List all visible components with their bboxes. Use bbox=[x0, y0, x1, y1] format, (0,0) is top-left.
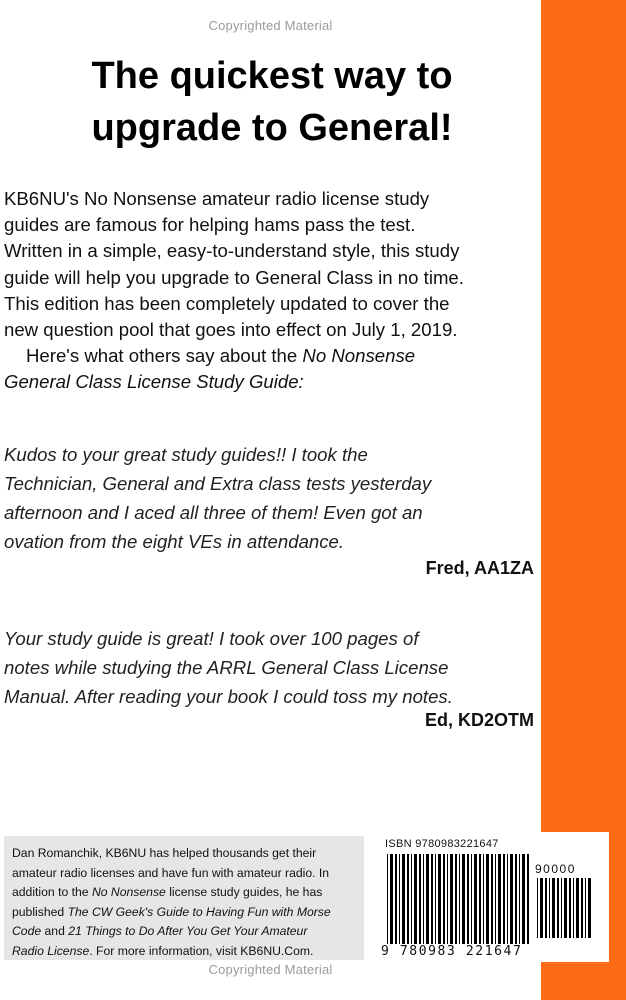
barcode-bar bbox=[423, 854, 424, 944]
bio-title: 21 Things to Do After You Get Your Amateur bbox=[68, 924, 308, 939]
testimonial-author: Fred, AA1ZA bbox=[425, 558, 534, 578]
bio-title: The CW Geek's Guide to Having Fun with Morse bbox=[67, 904, 331, 919]
others-book-title: No Nonsense bbox=[302, 345, 416, 367]
barcode-bar bbox=[581, 878, 583, 938]
author-bio-box bbox=[4, 836, 364, 960]
testimonial-line: ovation from the eight VEs in attendance. bbox=[4, 531, 345, 552]
barcode-bar bbox=[495, 854, 496, 944]
barcode-bar bbox=[537, 878, 538, 938]
barcode-bar bbox=[435, 854, 436, 944]
barcode-bar bbox=[459, 854, 460, 944]
barcode-bar bbox=[390, 854, 393, 944]
others-book-title-cont: General Class License Study Guide: bbox=[4, 371, 304, 393]
bio-text: license study guides, he has bbox=[165, 885, 323, 900]
barcode-bar bbox=[576, 878, 579, 938]
others-intro-text: Here's what others say about the bbox=[26, 345, 303, 367]
barcode-bar bbox=[569, 878, 571, 938]
barcode-bar bbox=[411, 854, 412, 944]
price-barcode-bars bbox=[537, 878, 599, 938]
barcode-bar bbox=[447, 854, 448, 944]
testimonial-line: notes while studying the ARRL General Class License bbox=[4, 657, 449, 678]
description-line: KB6NU's No Nonsense amateur radio license study bbox=[4, 188, 430, 209]
bio-line: amateur radio licenses and have fun with amateur radio. In bbox=[12, 865, 330, 880]
bio-text: addition to the bbox=[12, 885, 92, 900]
barcode-bar bbox=[527, 854, 529, 944]
barcode-bar bbox=[483, 854, 484, 944]
barcode-bar bbox=[503, 854, 505, 944]
barcode-bar bbox=[573, 878, 574, 938]
barcode-bar bbox=[414, 854, 417, 944]
testimonial-line: Kudos to your great study guides!! I took the bbox=[4, 444, 368, 465]
barcode-bar bbox=[552, 878, 555, 938]
bio-line bbox=[12, 922, 356, 942]
bio-title: Code bbox=[12, 924, 42, 939]
barcode-bar bbox=[522, 854, 525, 944]
description-line: new question pool that goes into effect on July 1, 2019. bbox=[4, 319, 458, 341]
bio-line bbox=[12, 883, 356, 903]
bio-title: No Nonsense bbox=[91, 885, 166, 900]
barcode-bar bbox=[498, 854, 501, 944]
headline bbox=[22, 50, 522, 154]
barcode-bar bbox=[545, 878, 547, 938]
barcode-bar bbox=[402, 854, 405, 944]
ean-digits: 9 780983 221647 bbox=[381, 944, 523, 959]
testimonial-line: Technician, General and Extra class tests yesterday bbox=[4, 473, 432, 494]
barcode-bar bbox=[561, 878, 562, 938]
bio-title: Radio License bbox=[12, 943, 90, 958]
barcode-bar bbox=[431, 854, 433, 944]
bio-line: Dan Romanchik, KB6NU has helped thousands get their bbox=[12, 846, 317, 860]
barcode-bar bbox=[510, 854, 513, 944]
testimonial-quote bbox=[4, 624, 538, 711]
barcode-bar bbox=[515, 854, 517, 944]
barcode-bar bbox=[407, 854, 409, 944]
price-code: 90000 bbox=[535, 862, 576, 876]
barcode-bar bbox=[585, 878, 586, 938]
barcode-bar bbox=[479, 854, 481, 944]
testimonial-line: Your study guide is great! I took over 100 pages of bbox=[4, 628, 419, 649]
barcode-bar bbox=[387, 854, 388, 944]
bio-text: and bbox=[41, 924, 69, 939]
barcode-bar bbox=[419, 854, 421, 944]
barcode-bar bbox=[519, 854, 520, 944]
ean-barcode-bars bbox=[387, 854, 537, 944]
testimonial-line: afternoon and I aced all three of them! Even got an bbox=[4, 502, 423, 523]
others-intro-line-2 bbox=[4, 369, 538, 395]
testimonial-author: Ed, KD2OTM bbox=[424, 710, 534, 730]
headline-line-1: The quickest way to bbox=[91, 55, 453, 97]
description-paragraph bbox=[4, 186, 538, 396]
barcode-bar bbox=[557, 878, 559, 938]
barcode-bar bbox=[564, 878, 567, 938]
barcode-bar bbox=[426, 854, 429, 944]
bio-line bbox=[12, 942, 356, 962]
barcode-bar bbox=[474, 854, 477, 944]
barcode-bar bbox=[399, 854, 400, 944]
barcode-bar bbox=[450, 854, 453, 944]
bio-line bbox=[12, 903, 356, 923]
barcode-bar bbox=[467, 854, 469, 944]
barcode-bar bbox=[471, 854, 472, 944]
isbn-label: ISBN 9780983221647 bbox=[385, 838, 499, 850]
barcode-bar bbox=[395, 854, 397, 944]
barcode-bar bbox=[588, 878, 591, 938]
headline-line-2: upgrade to General! bbox=[91, 107, 453, 149]
barcode-bar bbox=[455, 854, 457, 944]
copyright-watermark-top: Copyrighted Material bbox=[208, 18, 333, 33]
copyright-watermark-bottom: Copyrighted Material bbox=[208, 962, 333, 977]
testimonial-quote bbox=[4, 440, 538, 556]
description-line: Written in a simple, easy-to-understand style, this study bbox=[4, 240, 460, 262]
barcode-bar bbox=[540, 878, 543, 938]
barcode-bar bbox=[443, 854, 445, 944]
isbn-barcode-box bbox=[373, 832, 609, 962]
description-line: This edition has been completely updated to cover the bbox=[4, 292, 450, 314]
barcode-bar bbox=[438, 854, 441, 944]
description-line: guides are famous for helping hams pass the test. bbox=[4, 214, 416, 236]
testimonial-line: Manual. After reading your book I could toss my notes. bbox=[4, 686, 453, 707]
barcode-bar bbox=[507, 854, 508, 944]
barcode-bar bbox=[462, 854, 465, 944]
bio-text: . For more information, visit KB6NU.Com. bbox=[89, 943, 314, 958]
barcode-bar bbox=[486, 854, 489, 944]
bio-text: published bbox=[12, 904, 68, 919]
barcode-bar bbox=[491, 854, 493, 944]
others-intro-line bbox=[4, 343, 538, 369]
barcode-bar bbox=[549, 878, 550, 938]
description-line: guide will help you upgrade to General Class in no time. bbox=[4, 266, 464, 288]
